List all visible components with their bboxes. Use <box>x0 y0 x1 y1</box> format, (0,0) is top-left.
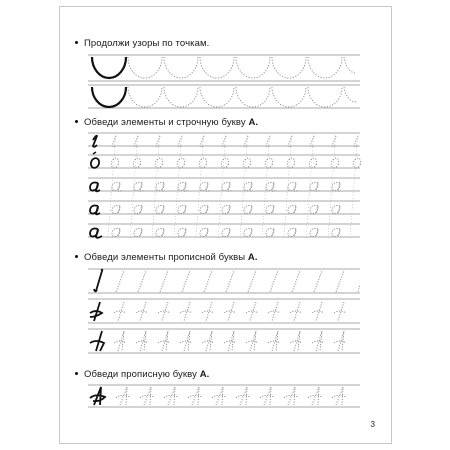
instruction-letter: А. <box>199 369 210 380</box>
pattern-row-1 <box>88 55 360 81</box>
lowercase-row-a-connected <box>90 183 342 192</box>
pattern-row-2 <box>88 85 360 108</box>
uppercase-row-loop <box>90 302 346 321</box>
instruction-letter: А. <box>248 117 259 128</box>
uppercase-row-combined <box>90 331 346 351</box>
lowercase-row-a <box>90 206 340 215</box>
lowercase-guidelines <box>88 133 360 237</box>
uppercase-a-row <box>90 387 346 405</box>
uppercase-row-stroke <box>94 270 360 292</box>
lowercase-row-a-tail <box>90 229 340 238</box>
page-number: 3 <box>370 420 375 429</box>
instruction-text: Обведи прописную букву <box>84 369 200 380</box>
instruction-letter: А. <box>247 252 258 263</box>
instruction-text: Обведи элементы прописной буквы <box>84 252 248 263</box>
tracing-worksheet <box>60 7 393 445</box>
lowercase-row-oval <box>90 152 362 169</box>
instruction-text: Продолжи узоры по точкам. <box>84 38 210 49</box>
lowercase-row-hook <box>93 136 358 147</box>
instruction-text: Обведи элементы и строчную букву <box>84 117 249 128</box>
lowercase-slant-guides <box>108 131 358 238</box>
workbook-page <box>59 6 392 444</box>
